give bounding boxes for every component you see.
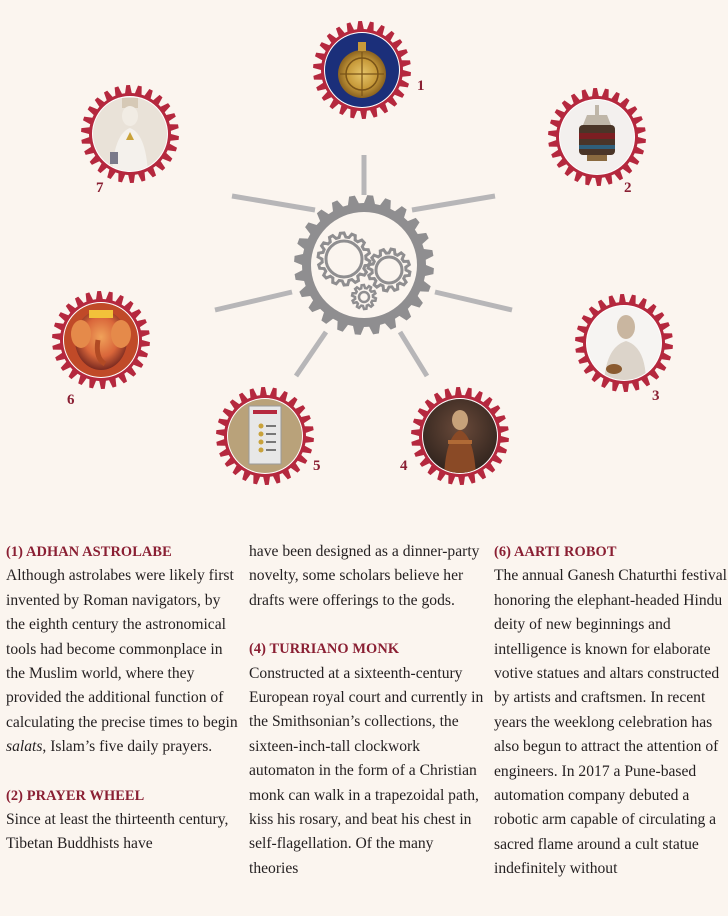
heading-aarti-robot: (6) AARTI ROBOT: [494, 544, 617, 560]
gear-1: [313, 21, 411, 119]
gear-7: [81, 85, 179, 183]
column-2: [249, 540, 485, 881]
number-label-1: 1: [417, 78, 425, 94]
heading-adhan-astrolabe: (1) ADHAN ASTROLABE: [6, 544, 172, 560]
number-label-4: 4: [400, 458, 408, 474]
column-1: [6, 540, 242, 857]
paragraph-prayer-wheel: Since at least the thirteenth century, Tibetan Buddhists have: [6, 811, 229, 853]
column-3: [494, 540, 728, 882]
paragraph-continued: have been designed as a dinner-party novelty, some scholars believe her drafts were offerings to the gods.: [249, 543, 480, 609]
heading-prayer-wheel: (2) PRAYER WHEEL: [6, 787, 145, 804]
gear-5: [216, 387, 314, 485]
article-columns: [0, 540, 728, 916]
gear-2: [548, 88, 646, 186]
paragraph-adhan-astrolabe: Although astrolabes were likely first invented by Roman navigators, by the eighth century the astronomical tools had become commonplace in the Muslim world, where they provided the additional function of calculating the precise times to begin salats, Islam’s five daily prayers.: [6, 567, 238, 756]
number-label-6: 6: [67, 392, 75, 408]
center-gear: [294, 195, 434, 335]
gear-4: [411, 387, 509, 485]
paragraph-turriano-monk: Constructed at a sixteenth-century European royal court and currently in the Smithsonian’s collections, the sixteen-inch-tall clockwork automaton in the form of a Christian monk can walk in a trapezoidal path, kiss his rosary, and beat his chest in self-flagellation. Of the many theories: [249, 664, 484, 877]
paragraph-aarti-robot: The annual Ganesh Chaturthi festival honoring the elephant-headed Hindu deity of new beginnings and intelligence is known for elaborate votive statues and altars constructed by artists and craftsmen. In recent years the weeklong celebration has also begun to attract the attention of engineers. In 2017 a Pune-based automation company debuted a robotic arm capable of circulating a sacred flame around a cult statue indefinitely without: [494, 567, 727, 878]
number-label-2: 2: [624, 180, 632, 196]
gear-6: [52, 291, 150, 389]
number-label-7: 7: [96, 180, 104, 196]
heading-turriano-monk: (4) TURRIANO MONK: [249, 641, 400, 658]
number-label-3: 3: [652, 388, 660, 404]
gear-3: [575, 294, 673, 392]
number-label-5: 5: [313, 458, 321, 474]
